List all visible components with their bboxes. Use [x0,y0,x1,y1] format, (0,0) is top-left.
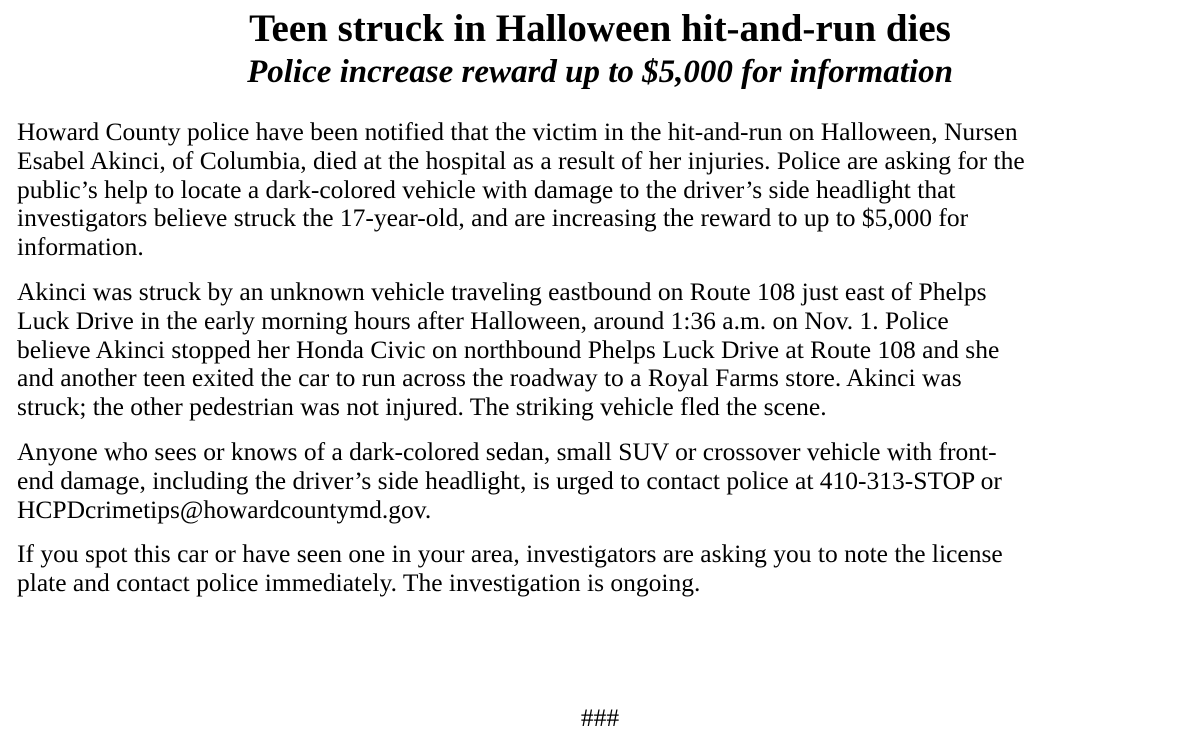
text-line: If you spot this car or have seen one in your area, investigators are asking you to note the license [17,539,1003,569]
text-line: Luck Drive in the early morning hours after Halloween, around 1:36 a.m. on Nov. 1. Police [17,305,949,335]
paragraph-incident-details [17,278,1189,422]
text-line: HCPDcrimetips@howardcountymd.gov. [17,494,432,524]
text-line: investigators believe struck the 17-year-old, and are increasing the reward to up to $5,000 for [17,203,969,233]
article-body [17,118,1189,598]
end-mark: ### [580,703,620,732]
text-line: Howard County police have been notified that the victim in the hit-and-run on Halloween, Nursen [17,117,1018,146]
text-line: Akinci was struck by an unknown vehicle traveling eastbound on Route 108 just east of Phelps [17,276,987,306]
text-line: struck; the other pedestrian was not injured. The striking vehicle fled the scene. [17,392,827,422]
text-line: information. [17,232,144,262]
text-line: Esabel Akinci, of Columbia, died at the hospital as a result of her injuries. Police are asking for the [17,145,1025,175]
paragraph-contact-info [17,438,1189,524]
headline: Teen struck in Halloween hit-and-run dies [249,7,951,50]
text-line: believe Akinci stopped her Honda Civic on northbound Phelps Luck Drive at Route 108 and she [17,334,1000,364]
paragraph-victim-notification [17,118,1189,262]
text-line: and another teen exited the car to run across the roadway to a Royal Farms store. Akinci was [17,363,962,393]
text-line: plate and contact police immediately. The investigation is ongoing. [17,568,701,598]
text-line: Anyone who sees or knows of a dark-colored sedan, small SUV or crossover vehicle with front- [17,436,997,466]
text-line: end damage, including the driver’s side headlight, is urged to contact police at 410-313-STOP or [17,465,1002,495]
subheadline: Police increase reward up to $5,000 for information [247,54,953,90]
paragraph-request [17,540,1189,598]
text-line: public’s help to locate a dark-colored vehicle with damage to the driver’s side headlight that [17,174,956,204]
